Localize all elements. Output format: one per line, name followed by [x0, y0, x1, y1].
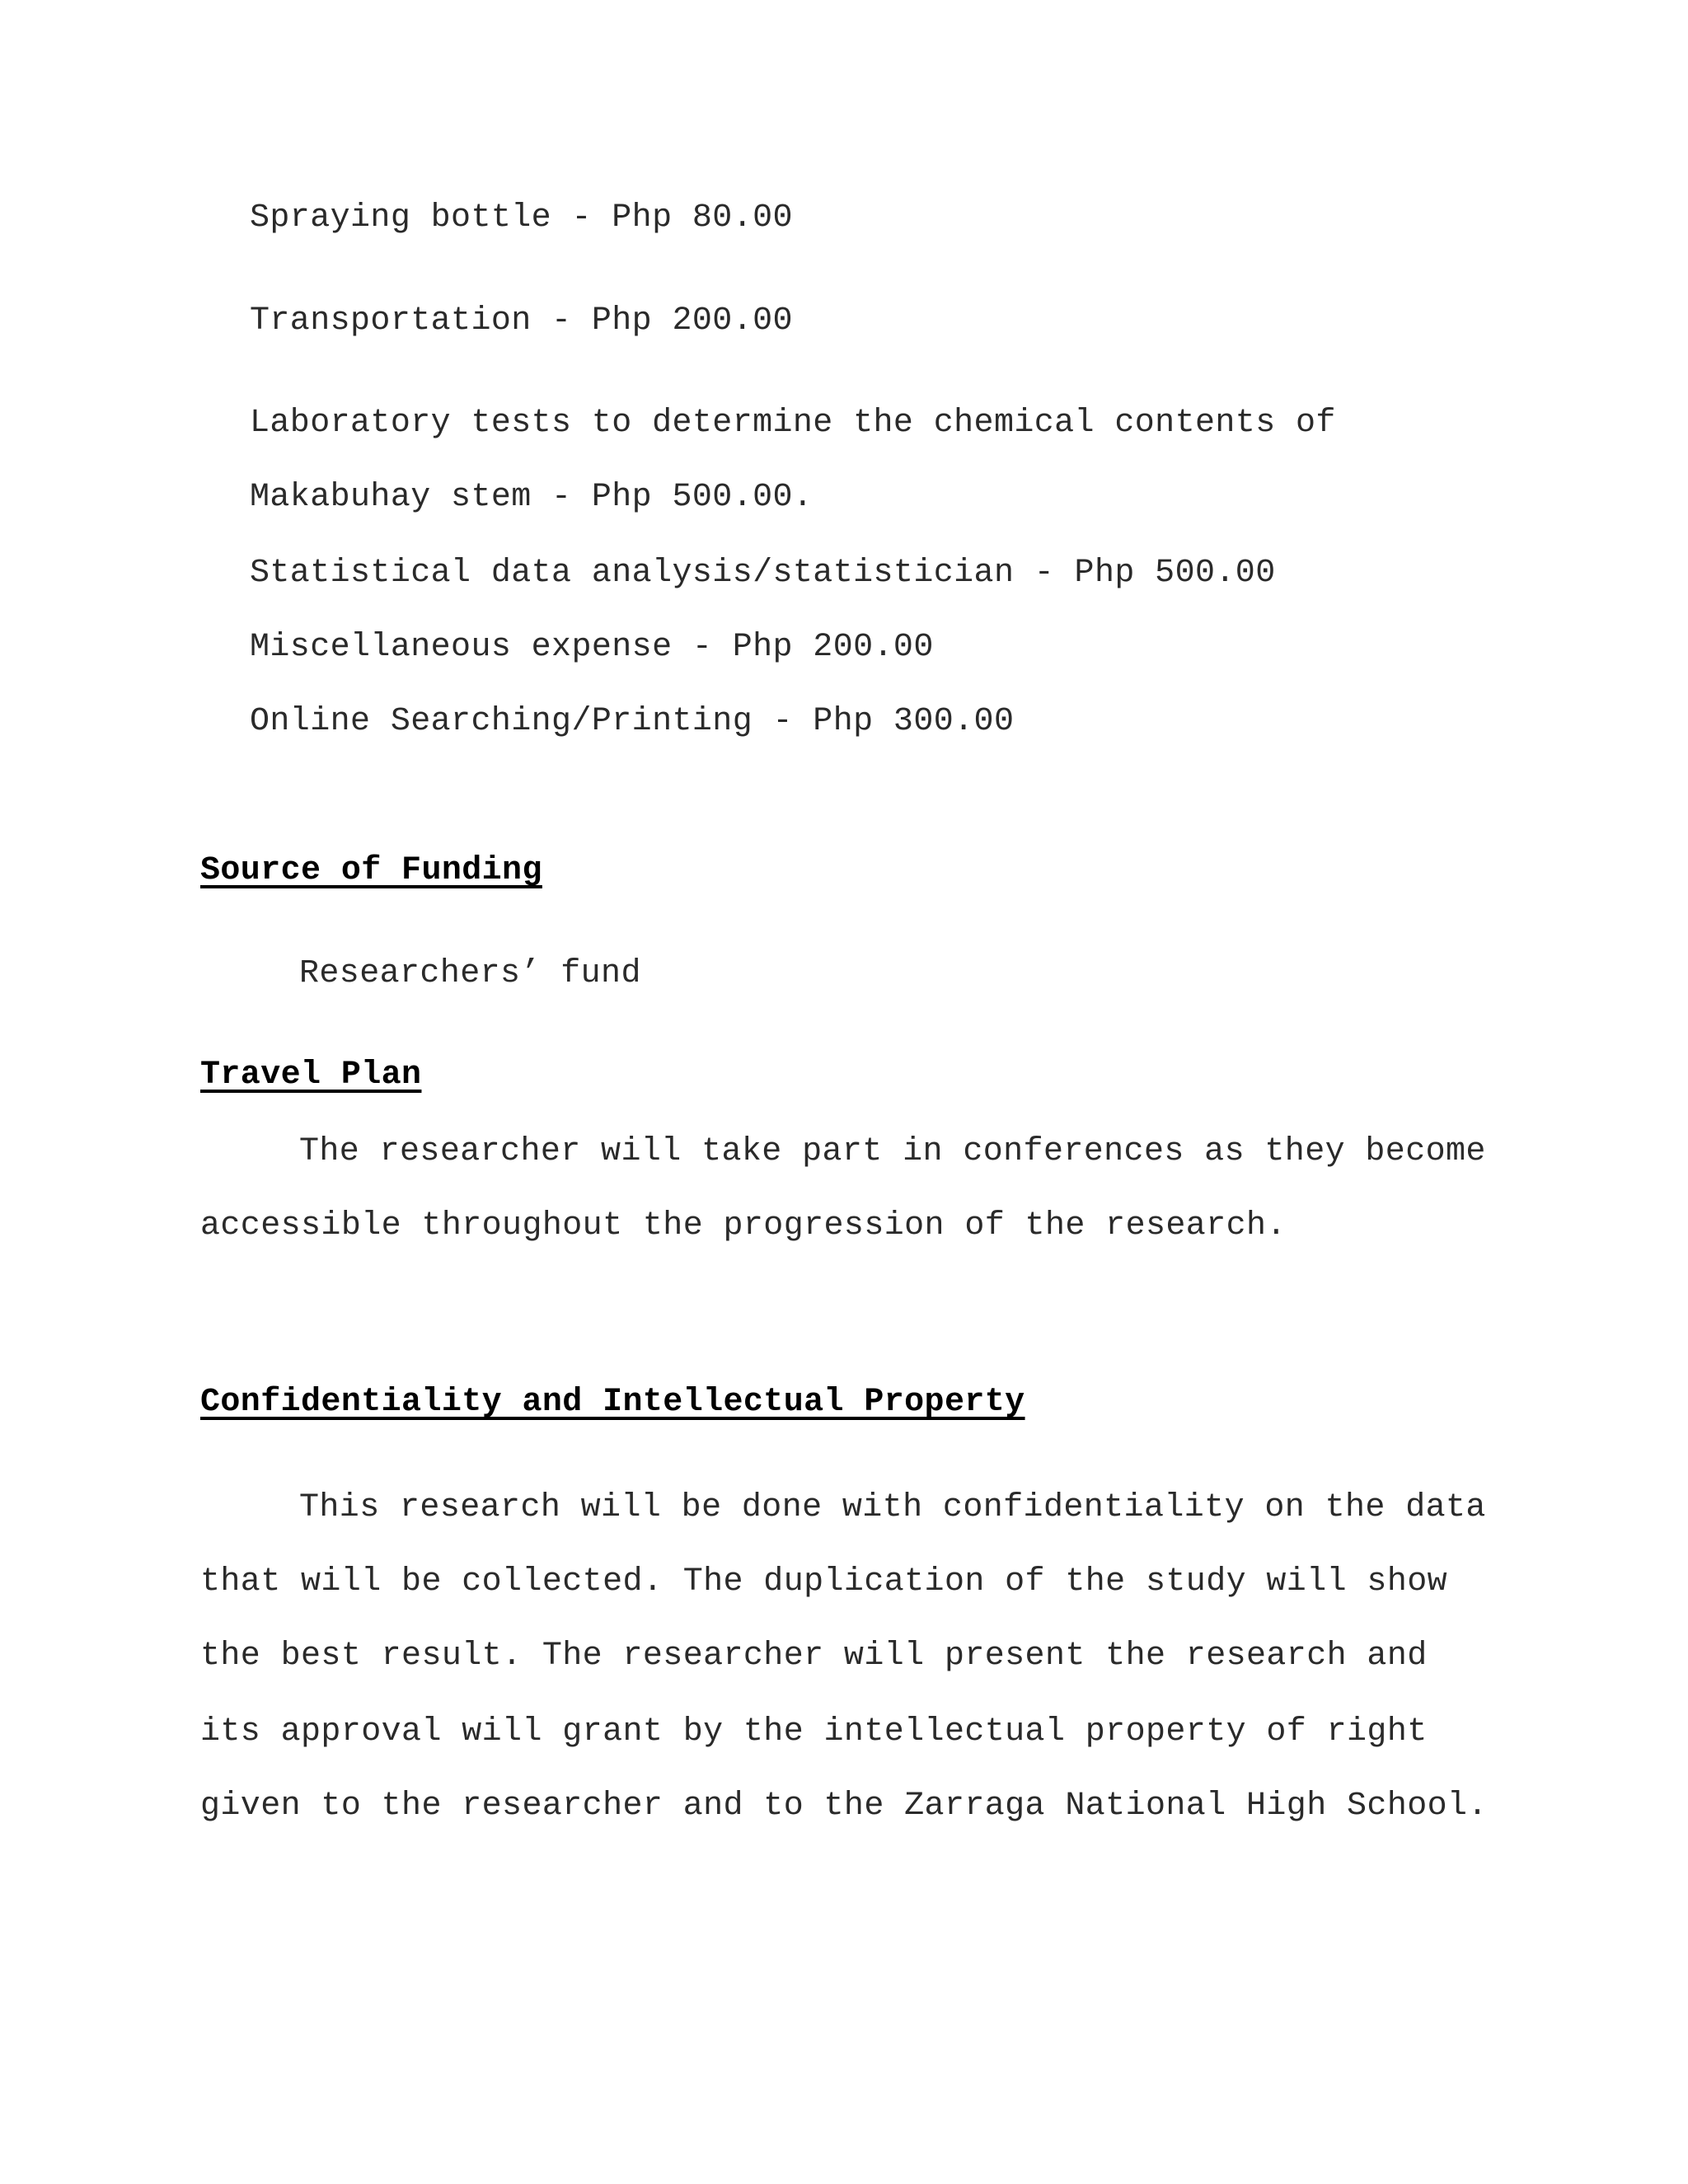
paragraph-line: that will be collected. The duplication of the study will show [200, 1563, 1448, 1601]
paragraph-line: its approval will grant by the intellectual property of right [200, 1713, 1428, 1750]
expense-item: Transportation - Php 200.00 [250, 302, 793, 340]
paragraph-line: This research will be done with confidentiality on the data [299, 1489, 1486, 1526]
paragraph-line: given to the researcher and to the Zarraga National High School. [200, 1788, 1488, 1825]
expense-item: Makabuhay stem - Php 500.00. [250, 479, 814, 516]
expense-item: Miscellaneous expense - Php 200.00 [250, 629, 934, 666]
paragraph-line: the best result. The researcher will present the research and [200, 1638, 1428, 1675]
expense-item: Spraying bottle - Php 80.00 [250, 199, 793, 237]
expense-item: Statistical data analysis/statistician - Php 500.00 [250, 555, 1276, 592]
section-heading-confidentiality: Confidentiality and Intellectual Property [200, 1384, 1025, 1421]
expense-item: Laboratory tests to determine the chemical contents of [250, 405, 1336, 442]
section-heading-travel: Travel Plan [200, 1057, 422, 1094]
paragraph-line: accessible throughout the progression of the research. [200, 1207, 1287, 1244]
section-heading-funding: Source of Funding [200, 852, 542, 889]
expense-item: Online Searching/Printing - Php 300.00 [250, 703, 1015, 740]
paragraph-line: The researcher will take part in conferences as they become [299, 1133, 1486, 1170]
funding-text: Researchers’ fund [299, 955, 641, 992]
